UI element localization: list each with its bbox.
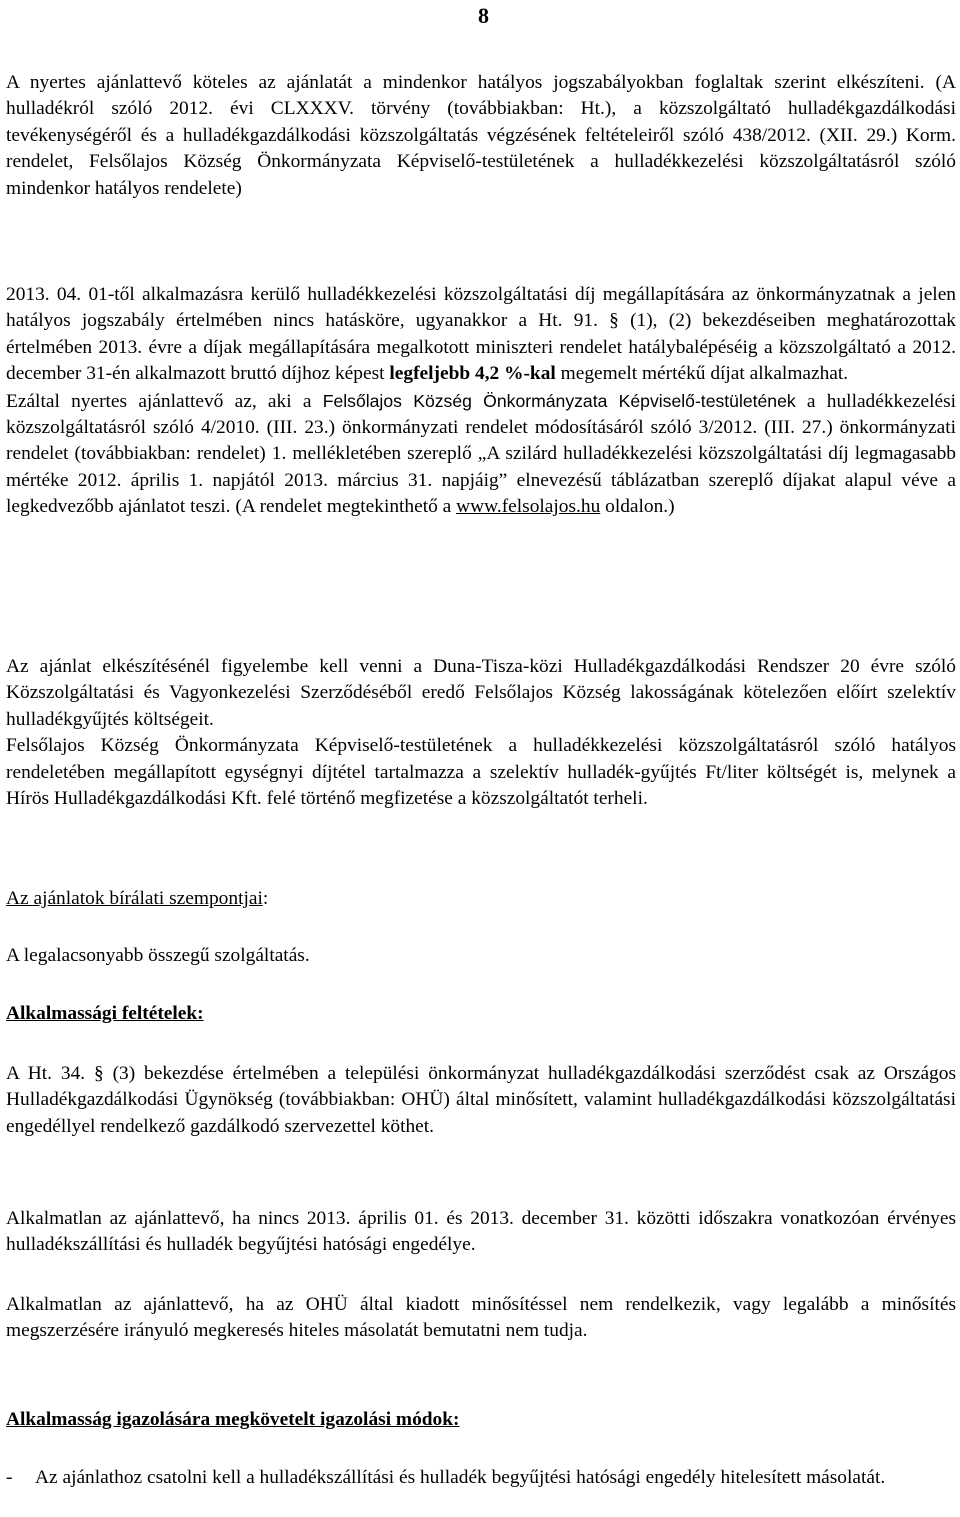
criteria-text: A legalacsonyabb összegű szolgáltatás. <box>6 945 310 966</box>
text-run: (3) bekezdése értelmében a települési önkormányzat hulladékgazdálkodási szerződést csak az Országos Hulladékgazdálkodási Ügynökség (továbbiakban: OHÜ) által minősített, valamint hulladékgazdálkodási közszolgáltatási engedéllyel rendelkező gazdálkodó szervezettel köthet. <box>6 1063 956 1137</box>
website-link[interactable]: www.felsolajos.hu <box>456 496 601 518</box>
text-run: Felsőlajos Község Önkormányzata Képviselő-testületének a hulladékkezelési közszolgáltatásról szóló hatályos rendeletében megállapított egységnyi díjtétel tartalmazza a szelektív hulladék-gyűjtés Ft/liter költségét is, melynek a Hírös Hulladékgazdálkodási Kft. felé történő megfizetése a közszolgáltatót terheli. <box>6 735 956 810</box>
bold-emphasis: legfeljebb 4,2 %-kal <box>389 363 556 385</box>
list-item-text: Az ajánlathoz csatolni kell a hulladékszállítási és hulladék begyűjtési hatósági engedély hitelesített másolatát. <box>35 1467 886 1488</box>
heading-text: Az ajánlatok bírálati szempontjai <box>6 888 263 909</box>
text-run: Az ajánlat elkészítésénél figyelembe kell venni a Duna-Tisza-közi Hulladékgazdálkodási Rendszer 20 évre szóló Közszolgáltatási és Vagyonkezelési Szerződéséből eredő Felsőlajos Község lakosságának kötelezően előírt szelektív hulladékgyűjtés költségeit. <box>6 656 956 730</box>
text-run: 2013. 04. 01-től alkalmazásra kerülő hulladékkezelési közszolgáltatási díj megállapítására az önkormányzatnak a jelen hatályos jogszabály értelmében nincs hatásköre, ugyanakkor a Ht. 91. <box>6 284 956 332</box>
heading-text: Alkalmassági feltételek: <box>6 1003 204 1024</box>
paragraph-license-condition: Alkalmatlan az ajánlattevő, ha nincs 2013. április 01. és 2013. december 31. közötti időszakra vonatkozóan érvényes hulladékszállítási és hulladék begyűjtési hatósági engedélye. <box>6 1208 956 1256</box>
suitability-heading <box>6 1001 956 1027</box>
text-run: a hulladékkezelési közszolgáltatásról szóló 4/2010. (III. 23.) önkormányzati rendelet módosításáról szóló 3/2012. (III. 27.) önkormányzati rendelet (továbbiakban: rendelet) 1. mellékletében szereplő „A szilárd hulladékkezelési közszolgáltatási díj legmagasabb mértéke 2012. április 1. napjától 2013. március 31. napjáig” elnevezésű táblázatban szereplő díjakat alapul véve a legkedvezőbb ajánlatot teszi. (A rendelet megtekinthető a <box>6 390 956 518</box>
paragraph-text: A nyertes ajánlattevő köteles az ajánlatát a mindenkor hatályos jogszabályokban foglaltak szerint elkészíteni. (A hulladékról szóló 2012. évi CLXXXV. törvény (továbbiakban: Ht.), a közszolgáltató hulladékgazdálkodási tevékenységéről és a hulladékgazdálkodási közszolgáltatás végzésének feltételeiről szóló 438/2012. (XII. 29.) Korm. rendelet, Felsőlajos Község Önkormányzata Képviselő-testületének a hulladékkezelési közszolgáltatásról szóló mindenkor hatályos rendelete) <box>6 72 956 199</box>
section-symbol: § <box>94 1063 104 1084</box>
council-name: Felsőlajos Község Önkormányzata Képviselő-testületének <box>322 390 796 411</box>
heading-colon: : <box>262 888 269 909</box>
criteria-heading <box>6 886 956 912</box>
page-number: 8 <box>478 3 489 28</box>
text-run: oldalon.) <box>600 496 675 518</box>
text-run: megemelt mértékű díjat alkalmazhat. <box>555 363 849 385</box>
paragraph-fee-rules <box>6 282 956 521</box>
paragraph-selective-collection <box>6 654 956 812</box>
text-run: A Ht. 34. <box>6 1063 94 1084</box>
proof-heading <box>6 1407 956 1433</box>
section-symbol: § <box>609 310 619 332</box>
list-dash: - <box>6 1467 13 1488</box>
paragraph-qualification-condition: Alkalmatlan az ajánlattevő, ha az OHÜ által kiadott minősítéssel nem rendelkezik, vagy legalább a minősítés megszerzésére irányuló megkeresés hiteles másolatát bemutatni nem tudja. <box>6 1294 956 1342</box>
text-run: Ezáltal nyertes ajánlattevő az, aki a <box>6 390 323 412</box>
paragraph-ohu-contract <box>6 1061 956 1140</box>
text-run: (1), (2) bekezdéseiben meghatározottak értelmében 2013. évre a díjak megállapítására megalkotott miniszteri rendelet hatálybalépéséig a közszolgáltató a 2012. december 31-én alkalmazott bruttó díjhoz képest <box>6 310 957 385</box>
heading-text: Alkalmasság igazolására megkövetelt igazolási módok: <box>6 1409 460 1430</box>
paragraph-legal-basis <box>6 70 956 202</box>
